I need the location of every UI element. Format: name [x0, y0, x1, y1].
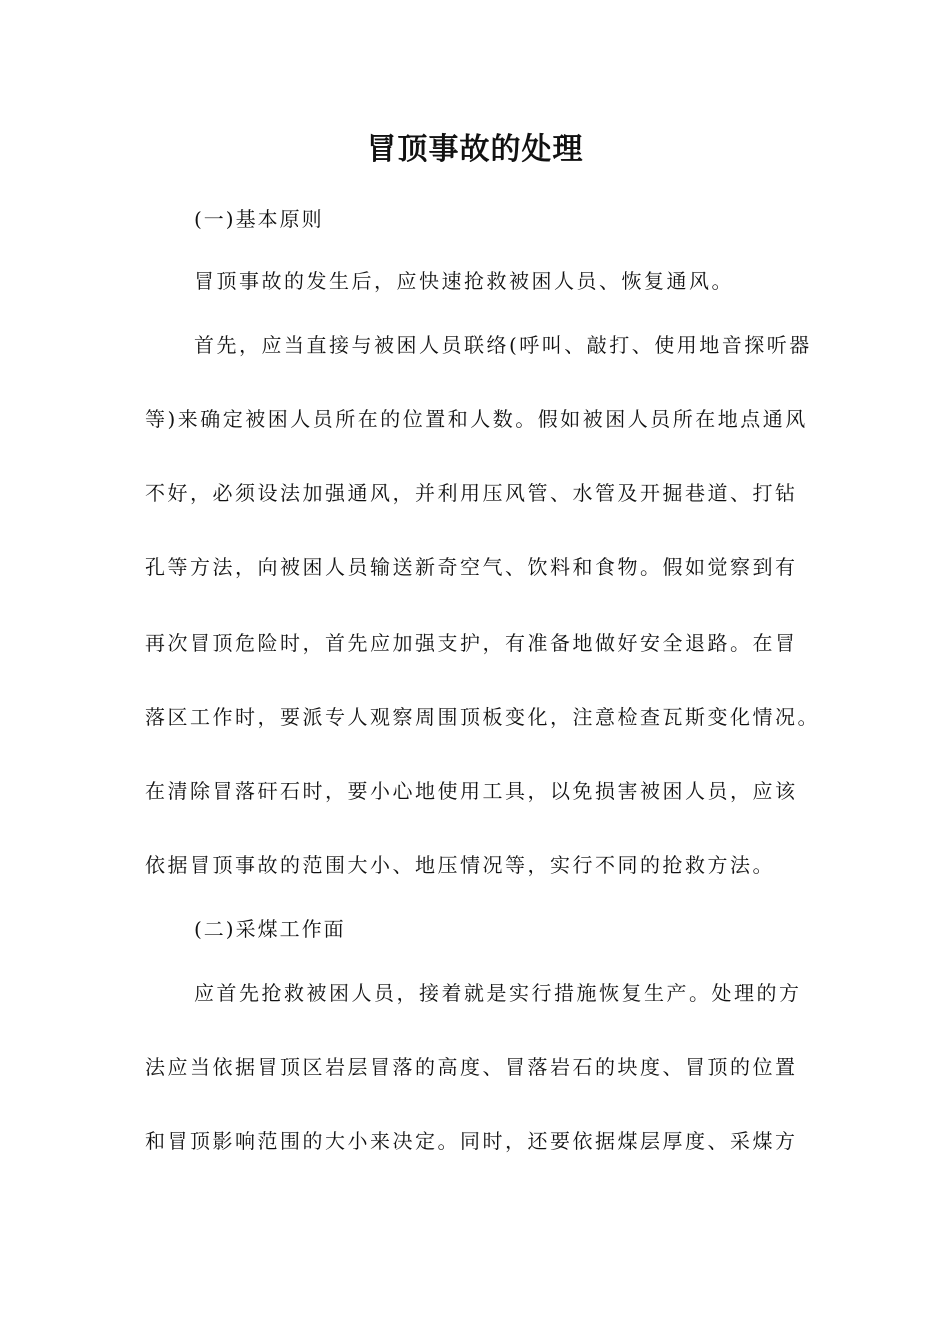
paragraph-line: 等)来确定被困人员所在的位置和人数。假如被困人员所在地点通风: [145, 407, 808, 431]
paragraph-line: 孔等方法，向被困人员输送新奇空气、饮料和食物。假如觉察到有: [145, 555, 798, 579]
paragraph-line: 应首先抢救被困人员，接着就是实行措施恢复生产。处理的方: [194, 981, 802, 1005]
paragraph-line: 不好，必须设法加强通风，并利用压风管、水管及开掘巷道、打钻: [145, 481, 798, 505]
paragraph-line: 再次冒顶危险时，首先应加强支护，有准备地做好安全退路。在冒: [145, 631, 798, 655]
paragraph-line: 冒顶事故的发生后，应快速抢救被困人员、恢复通风。: [194, 269, 734, 293]
document-title: 冒顶事故的处理: [366, 132, 584, 167]
paragraph-line: 落区工作时，要派专人观察周围顶板变化，注意检查瓦斯变化情况。: [145, 705, 820, 729]
paragraph-line: 依据冒顶事故的范围大小、地压情况等，实行不同的抢救方法。: [145, 853, 775, 877]
section-heading-coal-face: (二)采煤工作面: [194, 917, 346, 941]
section-heading-basic-principles: (一)基本原则: [194, 207, 324, 231]
paragraph-line: 首先，应当直接与被困人员联络(呼叫、敲打、使用地音探听器: [194, 333, 812, 357]
paragraph-line: 和冒顶影响范围的大小来决定。同时，还要依据煤层厚度、采煤方: [145, 1129, 798, 1153]
paragraph-line: 法应当依据冒顶区岩层冒落的高度、冒落岩石的块度、冒顶的位置: [145, 1055, 798, 1079]
paragraph-line: 在清除冒落矸石时，要小心地使用工具，以免损害被困人员，应该: [145, 779, 798, 803]
